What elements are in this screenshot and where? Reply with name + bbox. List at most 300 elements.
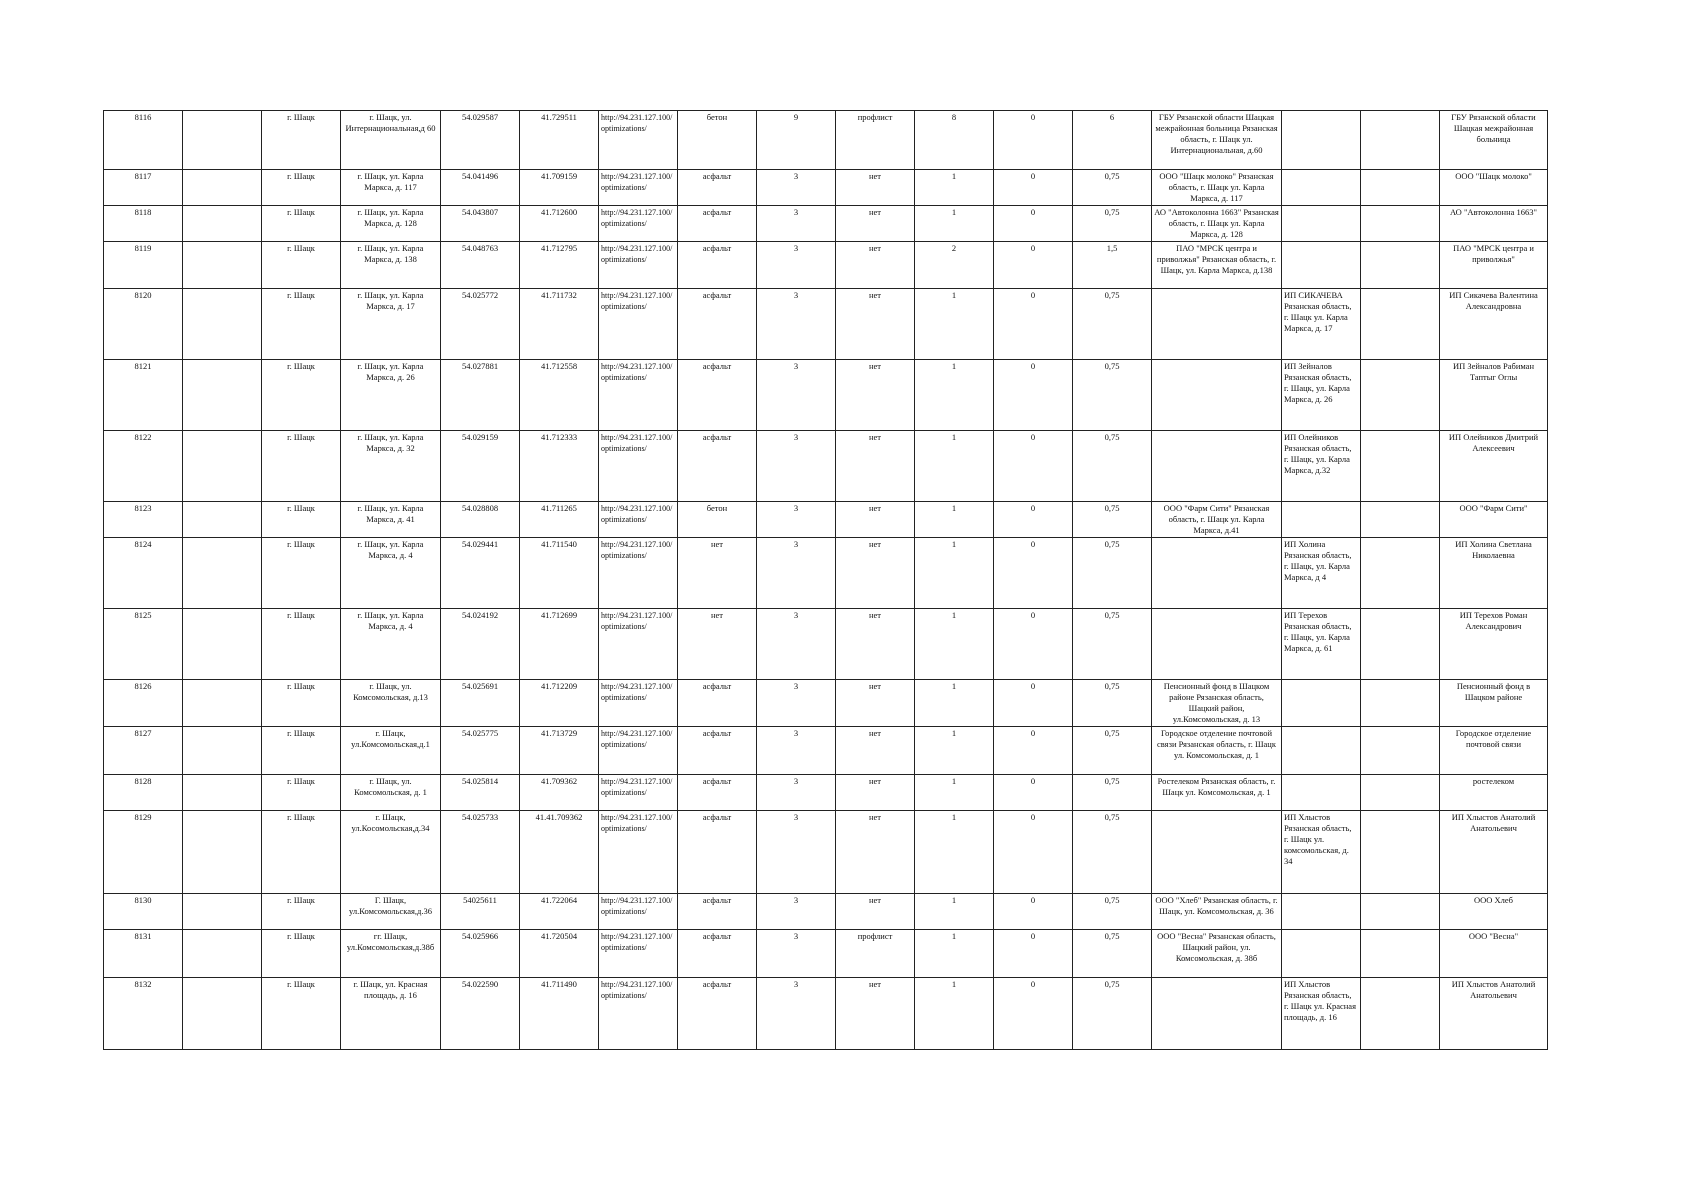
organization-cell: ИП Хлыстов Анатолий Анатольевич	[1440, 978, 1548, 1050]
organization-cell: ИП Сикачева Валентина Александровна	[1440, 289, 1548, 360]
surface-cell: асфальт	[678, 289, 757, 360]
blank-cell-2	[1361, 289, 1440, 360]
fence-cell: профлист	[836, 111, 915, 170]
longitude-cell: 41.709362	[520, 775, 599, 811]
count2-cell: 0	[994, 111, 1073, 170]
longitude-cell: 41.722064	[520, 894, 599, 930]
volume-cell: 0,75	[1073, 811, 1152, 894]
owner-legal-cell	[1152, 431, 1282, 502]
count-cell: 8	[915, 111, 994, 170]
blank-cell-2	[1361, 775, 1440, 811]
row-id: 8128	[104, 775, 183, 811]
surface-cell: бетон	[678, 111, 757, 170]
blank-cell-2	[1361, 978, 1440, 1050]
fence-cell: нет	[836, 538, 915, 609]
organization-cell: ИП Терехов Роман Александрович	[1440, 609, 1548, 680]
blank-cell	[183, 170, 262, 206]
organization-cell: АО "Автоколонна 1663"	[1440, 206, 1548, 242]
city-cell: г. Шацк	[262, 680, 341, 727]
blank-cell-2	[1361, 242, 1440, 289]
city-cell: г. Шацк	[262, 170, 341, 206]
fence-cell: нет	[836, 360, 915, 431]
count2-cell: 0	[994, 360, 1073, 431]
blank-cell	[183, 930, 262, 978]
row-id: 8118	[104, 206, 183, 242]
owner-legal-cell: ООО "Весна" Рязанская область, Шацкий район, ул. Комсомольская, д. 38б	[1152, 930, 1282, 978]
url-cell: http://94.231.127.100/optimizations/	[599, 978, 678, 1050]
city-cell: г. Шацк	[262, 775, 341, 811]
fence-cell: нет	[836, 894, 915, 930]
area-cell: 3	[757, 502, 836, 538]
surface-cell: нет	[678, 609, 757, 680]
blank-cell	[183, 727, 262, 775]
owner-legal-cell: Городское отделение почтовой связи Рязанская область, г. Шацк ул. Комсомольская, д. 1	[1152, 727, 1282, 775]
area-cell: 3	[757, 680, 836, 727]
organization-cell: ООО Хлеб	[1440, 894, 1548, 930]
blank-cell-2	[1361, 930, 1440, 978]
url-cell: http://94.231.127.100/optimizations/	[599, 894, 678, 930]
surface-cell: асфальт	[678, 242, 757, 289]
city-cell: г. Шацк	[262, 811, 341, 894]
area-cell: 3	[757, 170, 836, 206]
fence-cell: нет	[836, 242, 915, 289]
owner-legal-cell: Пенсионный фонд в Шацком районе Рязанская область, Шацкий район, ул.Комсомольская, д. 13	[1152, 680, 1282, 727]
owner-ip-cell	[1282, 502, 1361, 538]
fence-cell: нет	[836, 502, 915, 538]
longitude-cell: 41.712795	[520, 242, 599, 289]
url-cell: http://94.231.127.100/optimizations/	[599, 170, 678, 206]
url-cell: http://94.231.127.100/optimizations/	[599, 727, 678, 775]
owner-ip-cell: ИП Холина Рязанская область, г. Шацк, ул. Карла Маркса, д 4	[1282, 538, 1361, 609]
latitude-cell: 54.029587	[441, 111, 520, 170]
blank-cell-2	[1361, 360, 1440, 431]
count-cell: 1	[915, 431, 994, 502]
fence-cell: нет	[836, 680, 915, 727]
row-id: 8124	[104, 538, 183, 609]
blank-cell	[183, 680, 262, 727]
table-row	[104, 680, 1548, 727]
owner-legal-cell: ООО "Хлеб" Рязанская область, г. Шацк, ул. Комсомольская, д. 36	[1152, 894, 1282, 930]
organization-cell: ГБУ Рязанской области Шацкая межрайонная больница	[1440, 111, 1548, 170]
count2-cell: 0	[994, 609, 1073, 680]
owner-legal-cell: ГБУ Рязанской области Шацкая межрайонная больница Рязанская область, г. Шацк ул. Интернациональная, д.60	[1152, 111, 1282, 170]
count-cell: 1	[915, 978, 994, 1050]
table-row	[104, 360, 1548, 431]
surface-cell: асфальт	[678, 170, 757, 206]
count-cell: 1	[915, 170, 994, 206]
longitude-cell: 41.712209	[520, 680, 599, 727]
latitude-cell: 54.025733	[441, 811, 520, 894]
owner-ip-cell: ИП Хлыстов Рязанская область, г. Шацк ул. Красная площадь, д. 16	[1282, 978, 1361, 1050]
latitude-cell: 54.027881	[441, 360, 520, 431]
fence-cell: нет	[836, 811, 915, 894]
volume-cell: 0,75	[1073, 727, 1152, 775]
count2-cell: 0	[994, 502, 1073, 538]
surface-cell: асфальт	[678, 978, 757, 1050]
count-cell: 1	[915, 609, 994, 680]
latitude-cell: 54.025775	[441, 727, 520, 775]
area-cell: 3	[757, 289, 836, 360]
blank-cell	[183, 289, 262, 360]
longitude-cell: 41.713729	[520, 727, 599, 775]
volume-cell: 0,75	[1073, 502, 1152, 538]
blank-cell	[183, 431, 262, 502]
address-cell: г. Шацк, ул. Интернациональная,д 60	[341, 111, 441, 170]
count2-cell: 0	[994, 538, 1073, 609]
surface-cell: асфальт	[678, 894, 757, 930]
area-cell: 3	[757, 242, 836, 289]
row-id: 8117	[104, 170, 183, 206]
count2-cell: 0	[994, 680, 1073, 727]
owner-ip-cell: ИП Терехов Рязанская область, г. Шацк, ул. Карла Маркса, д. 61	[1282, 609, 1361, 680]
city-cell: г. Шацк	[262, 431, 341, 502]
owner-ip-cell	[1282, 111, 1361, 170]
area-cell: 3	[757, 978, 836, 1050]
owner-legal-cell: ООО "Фарм Сити" Рязанская область, г. Шацк ул. Карла Маркса, д.41	[1152, 502, 1282, 538]
url-cell: http://94.231.127.100/optimizations/	[599, 811, 678, 894]
table-row	[104, 811, 1548, 894]
table-row	[104, 727, 1548, 775]
owner-legal-cell	[1152, 811, 1282, 894]
fence-cell: нет	[836, 431, 915, 502]
count-cell: 1	[915, 930, 994, 978]
count-cell: 1	[915, 289, 994, 360]
volume-cell: 0,75	[1073, 360, 1152, 431]
table-row	[104, 930, 1548, 978]
latitude-cell: 54.022590	[441, 978, 520, 1050]
row-id: 8123	[104, 502, 183, 538]
row-id: 8126	[104, 680, 183, 727]
address-cell: г. Шацк, ул. Карла Маркса, д. 117	[341, 170, 441, 206]
blank-cell	[183, 111, 262, 170]
url-cell: http://94.231.127.100/optimizations/	[599, 609, 678, 680]
latitude-cell: 54.025814	[441, 775, 520, 811]
organization-cell: ООО "Фарм Сити"	[1440, 502, 1548, 538]
owner-legal-cell	[1152, 289, 1282, 360]
volume-cell: 0,75	[1073, 538, 1152, 609]
volume-cell: 0,75	[1073, 978, 1152, 1050]
row-id: 8129	[104, 811, 183, 894]
city-cell: г. Шацк	[262, 206, 341, 242]
row-id: 8116	[104, 111, 183, 170]
area-cell: 3	[757, 811, 836, 894]
longitude-cell: 41.720504	[520, 930, 599, 978]
count2-cell: 0	[994, 242, 1073, 289]
table-row	[104, 502, 1548, 538]
address-cell: г. Шацк, ул. Карла Маркса, д. 4	[341, 609, 441, 680]
count-cell: 1	[915, 360, 994, 431]
address-cell: г. Шацк, ул. Карла Маркса, д. 4	[341, 538, 441, 609]
owner-legal-cell: ООО "Шацк молоко" Рязанская область, г. Шацк ул. Карла Маркса, д. 117	[1152, 170, 1282, 206]
city-cell: г. Шацк	[262, 502, 341, 538]
latitude-cell: 54025611	[441, 894, 520, 930]
latitude-cell: 54.028808	[441, 502, 520, 538]
blank-cell	[183, 360, 262, 431]
surface-cell: асфальт	[678, 680, 757, 727]
longitude-cell: 41.711490	[520, 978, 599, 1050]
blank-cell-2	[1361, 894, 1440, 930]
blank-cell-2	[1361, 811, 1440, 894]
url-cell: http://94.231.127.100/optimizations/	[599, 242, 678, 289]
area-cell: 3	[757, 775, 836, 811]
owner-legal-cell	[1152, 360, 1282, 431]
volume-cell: 0,75	[1073, 775, 1152, 811]
surface-cell: асфальт	[678, 206, 757, 242]
table-row	[104, 775, 1548, 811]
blank-cell-2	[1361, 727, 1440, 775]
fence-cell: нет	[836, 206, 915, 242]
address-cell: Г. Шацк, ул.Комсомольская,д.36	[341, 894, 441, 930]
count2-cell: 0	[994, 978, 1073, 1050]
latitude-cell: 54.029159	[441, 431, 520, 502]
volume-cell: 0,75	[1073, 609, 1152, 680]
owner-legal-cell: АО "Автоколонна 1663" Рязанская область, г. Шацк ул. Карла Маркса, д. 128	[1152, 206, 1282, 242]
area-cell: 9	[757, 111, 836, 170]
owner-legal-cell: Ростелеком Рязанская область, г. Шацк ул. Комсомольская, д. 1	[1152, 775, 1282, 811]
area-cell: 3	[757, 538, 836, 609]
count2-cell: 0	[994, 431, 1073, 502]
longitude-cell: 41.709159	[520, 170, 599, 206]
surface-cell: асфальт	[678, 360, 757, 431]
fence-cell: нет	[836, 727, 915, 775]
table-row	[104, 111, 1548, 170]
row-id: 8120	[104, 289, 183, 360]
count2-cell: 0	[994, 206, 1073, 242]
blank-cell	[183, 894, 262, 930]
count-cell: 1	[915, 811, 994, 894]
owner-ip-cell	[1282, 206, 1361, 242]
address-cell: г. Шацк, ул. Карла Маркса, д. 26	[341, 360, 441, 431]
owner-ip-cell	[1282, 775, 1361, 811]
address-cell: г. Шацк, ул.Косомольская,д.34	[341, 811, 441, 894]
organization-cell: ИП Зейналов Рабиман Таптыг Оглы	[1440, 360, 1548, 431]
table-row	[104, 609, 1548, 680]
area-cell: 3	[757, 894, 836, 930]
table-row	[104, 170, 1548, 206]
longitude-cell: 41.711540	[520, 538, 599, 609]
city-cell: г. Шацк	[262, 727, 341, 775]
owner-ip-cell: ИП СИКАЧЕВА Рязанская область, г. Шацк ул. Карла Маркса, д. 17	[1282, 289, 1361, 360]
latitude-cell: 54.025772	[441, 289, 520, 360]
organization-cell: ООО "Шацк молоко"	[1440, 170, 1548, 206]
area-cell: 3	[757, 360, 836, 431]
surface-cell: нет	[678, 538, 757, 609]
table-row	[104, 242, 1548, 289]
longitude-cell: 41.711732	[520, 289, 599, 360]
blank-cell	[183, 242, 262, 289]
blank-cell	[183, 609, 262, 680]
city-cell: г. Шацк	[262, 538, 341, 609]
city-cell: г. Шацк	[262, 242, 341, 289]
address-cell: г. Шацк, ул. Карла Маркса, д. 138	[341, 242, 441, 289]
latitude-cell: 54.041496	[441, 170, 520, 206]
city-cell: г. Шацк	[262, 609, 341, 680]
count2-cell: 0	[994, 289, 1073, 360]
row-id: 8130	[104, 894, 183, 930]
blank-cell	[183, 811, 262, 894]
count2-cell: 0	[994, 930, 1073, 978]
owner-ip-cell: ИП Олейников Рязанская область, г. Шацк, ул. Карла Маркса, д.32	[1282, 431, 1361, 502]
row-id: 8132	[104, 978, 183, 1050]
area-cell: 3	[757, 930, 836, 978]
owner-legal-cell	[1152, 538, 1282, 609]
city-cell: г. Шацк	[262, 894, 341, 930]
table-row	[104, 894, 1548, 930]
count2-cell: 0	[994, 894, 1073, 930]
fence-cell: нет	[836, 978, 915, 1050]
organization-cell: ПАО "МРСК центра и приволжья"	[1440, 242, 1548, 289]
table-body	[104, 111, 1548, 1050]
address-cell: г. Шацк, ул. Карла Маркса, д. 32	[341, 431, 441, 502]
city-cell: г. Шацк	[262, 289, 341, 360]
url-cell: http://94.231.127.100/optimizations/	[599, 775, 678, 811]
address-cell: г. Шацк, ул. Комсомольская, д. 1	[341, 775, 441, 811]
address-cell: г. Шацк, ул. Карла Маркса, д. 41	[341, 502, 441, 538]
data-table	[103, 110, 1548, 1050]
blank-cell	[183, 775, 262, 811]
organization-cell: ИП Олейников Дмитрий Алексеевич	[1440, 431, 1548, 502]
table-row	[104, 206, 1548, 242]
surface-cell: асфальт	[678, 431, 757, 502]
surface-cell: бетон	[678, 502, 757, 538]
blank-cell-2	[1361, 538, 1440, 609]
city-cell: г. Шацк	[262, 360, 341, 431]
address-cell: г. Шацк, ул. Красная площадь, д. 16	[341, 978, 441, 1050]
blank-cell-2	[1361, 170, 1440, 206]
volume-cell: 0,75	[1073, 680, 1152, 727]
blank-cell-2	[1361, 680, 1440, 727]
row-id: 8131	[104, 930, 183, 978]
row-id: 8125	[104, 609, 183, 680]
url-cell: http://94.231.127.100/optimizations/	[599, 111, 678, 170]
owner-ip-cell	[1282, 727, 1361, 775]
latitude-cell: 54.043807	[441, 206, 520, 242]
owner-ip-cell: ИП Зейналов Рязанская область, г. Шацк, ул. Карла Маркса, д. 26	[1282, 360, 1361, 431]
volume-cell: 0,75	[1073, 170, 1152, 206]
area-cell: 3	[757, 206, 836, 242]
owner-ip-cell	[1282, 930, 1361, 978]
area-cell: 3	[757, 609, 836, 680]
owner-ip-cell	[1282, 894, 1361, 930]
fence-cell: нет	[836, 775, 915, 811]
longitude-cell: 41.729511	[520, 111, 599, 170]
owner-ip-cell	[1282, 242, 1361, 289]
organization-cell: ИП Холина Светлана Николаевна	[1440, 538, 1548, 609]
owner-ip-cell	[1282, 680, 1361, 727]
url-cell: http://94.231.127.100/optimizations/	[599, 431, 678, 502]
latitude-cell: 54.025691	[441, 680, 520, 727]
url-cell: http://94.231.127.100/optimizations/	[599, 680, 678, 727]
row-id: 8119	[104, 242, 183, 289]
blank-cell-2	[1361, 111, 1440, 170]
fence-cell: нет	[836, 609, 915, 680]
url-cell: http://94.231.127.100/optimizations/	[599, 289, 678, 360]
url-cell: http://94.231.127.100/optimizations/	[599, 538, 678, 609]
volume-cell: 0,75	[1073, 894, 1152, 930]
count-cell: 1	[915, 727, 994, 775]
longitude-cell: 41.712699	[520, 609, 599, 680]
city-cell: г. Шацк	[262, 978, 341, 1050]
longitude-cell: 41.712600	[520, 206, 599, 242]
area-cell: 3	[757, 431, 836, 502]
blank-cell-2	[1361, 502, 1440, 538]
row-id: 8121	[104, 360, 183, 431]
latitude-cell: 54.029441	[441, 538, 520, 609]
city-cell: г. Шацк	[262, 111, 341, 170]
blank-cell-2	[1361, 431, 1440, 502]
count2-cell: 0	[994, 775, 1073, 811]
surface-cell: асфальт	[678, 727, 757, 775]
organization-cell: ИП Хлыстов Анатолий Анатольевич	[1440, 811, 1548, 894]
fence-cell: профлист	[836, 930, 915, 978]
table-row	[104, 538, 1548, 609]
blank-cell	[183, 206, 262, 242]
latitude-cell: 54.025966	[441, 930, 520, 978]
volume-cell: 0,75	[1073, 930, 1152, 978]
organization-cell: Пенсионный фонд в Шацком районе	[1440, 680, 1548, 727]
count2-cell: 0	[994, 170, 1073, 206]
volume-cell: 6	[1073, 111, 1152, 170]
table-row	[104, 978, 1548, 1050]
city-cell: г. Шацк	[262, 930, 341, 978]
owner-legal-cell: ПАО "МРСК центра и приволжья" Рязанская область, г. Шацк, ул. Карла Маркса, д.138	[1152, 242, 1282, 289]
count-cell: 1	[915, 775, 994, 811]
count-cell: 1	[915, 538, 994, 609]
surface-cell: асфальт	[678, 930, 757, 978]
latitude-cell: 54.024192	[441, 609, 520, 680]
count2-cell: 0	[994, 727, 1073, 775]
organization-cell: Городское отделение почтовой связи	[1440, 727, 1548, 775]
url-cell: http://94.231.127.100/optimizations/	[599, 206, 678, 242]
blank-cell	[183, 538, 262, 609]
area-cell: 3	[757, 727, 836, 775]
longitude-cell: 41.712333	[520, 431, 599, 502]
address-cell: гг. Шацк, ул.Комсомольская,д.38б	[341, 930, 441, 978]
owner-ip-cell: ИП Хлыстов Рязанская область, г. Шацк ул. комсомольская, д. 34	[1282, 811, 1361, 894]
table-row	[104, 289, 1548, 360]
volume-cell: 0,75	[1073, 431, 1152, 502]
count-cell: 1	[915, 680, 994, 727]
address-cell: г. Шацк, ул. Карла Маркса, д. 128	[341, 206, 441, 242]
count2-cell: 0	[994, 811, 1073, 894]
longitude-cell: 41.41.709362	[520, 811, 599, 894]
table-row	[104, 431, 1548, 502]
fence-cell: нет	[836, 289, 915, 360]
volume-cell: 1,5	[1073, 242, 1152, 289]
row-id: 8127	[104, 727, 183, 775]
owner-legal-cell	[1152, 978, 1282, 1050]
count-cell: 1	[915, 206, 994, 242]
address-cell: г. Шацк, ул.Комсомольская,д.1	[341, 727, 441, 775]
owner-ip-cell	[1282, 170, 1361, 206]
blank-cell	[183, 978, 262, 1050]
address-cell: г. Шацк, ул. Комсомольская, д.13	[341, 680, 441, 727]
row-id: 8122	[104, 431, 183, 502]
longitude-cell: 41.712558	[520, 360, 599, 431]
count-cell: 1	[915, 894, 994, 930]
longitude-cell: 41.711265	[520, 502, 599, 538]
blank-cell-2	[1361, 609, 1440, 680]
organization-cell: ООО "Весна"	[1440, 930, 1548, 978]
volume-cell: 0,75	[1073, 206, 1152, 242]
surface-cell: асфальт	[678, 775, 757, 811]
surface-cell: асфальт	[678, 811, 757, 894]
count-cell: 1	[915, 502, 994, 538]
fence-cell: нет	[836, 170, 915, 206]
volume-cell: 0,75	[1073, 289, 1152, 360]
latitude-cell: 54.048763	[441, 242, 520, 289]
blank-cell-2	[1361, 206, 1440, 242]
